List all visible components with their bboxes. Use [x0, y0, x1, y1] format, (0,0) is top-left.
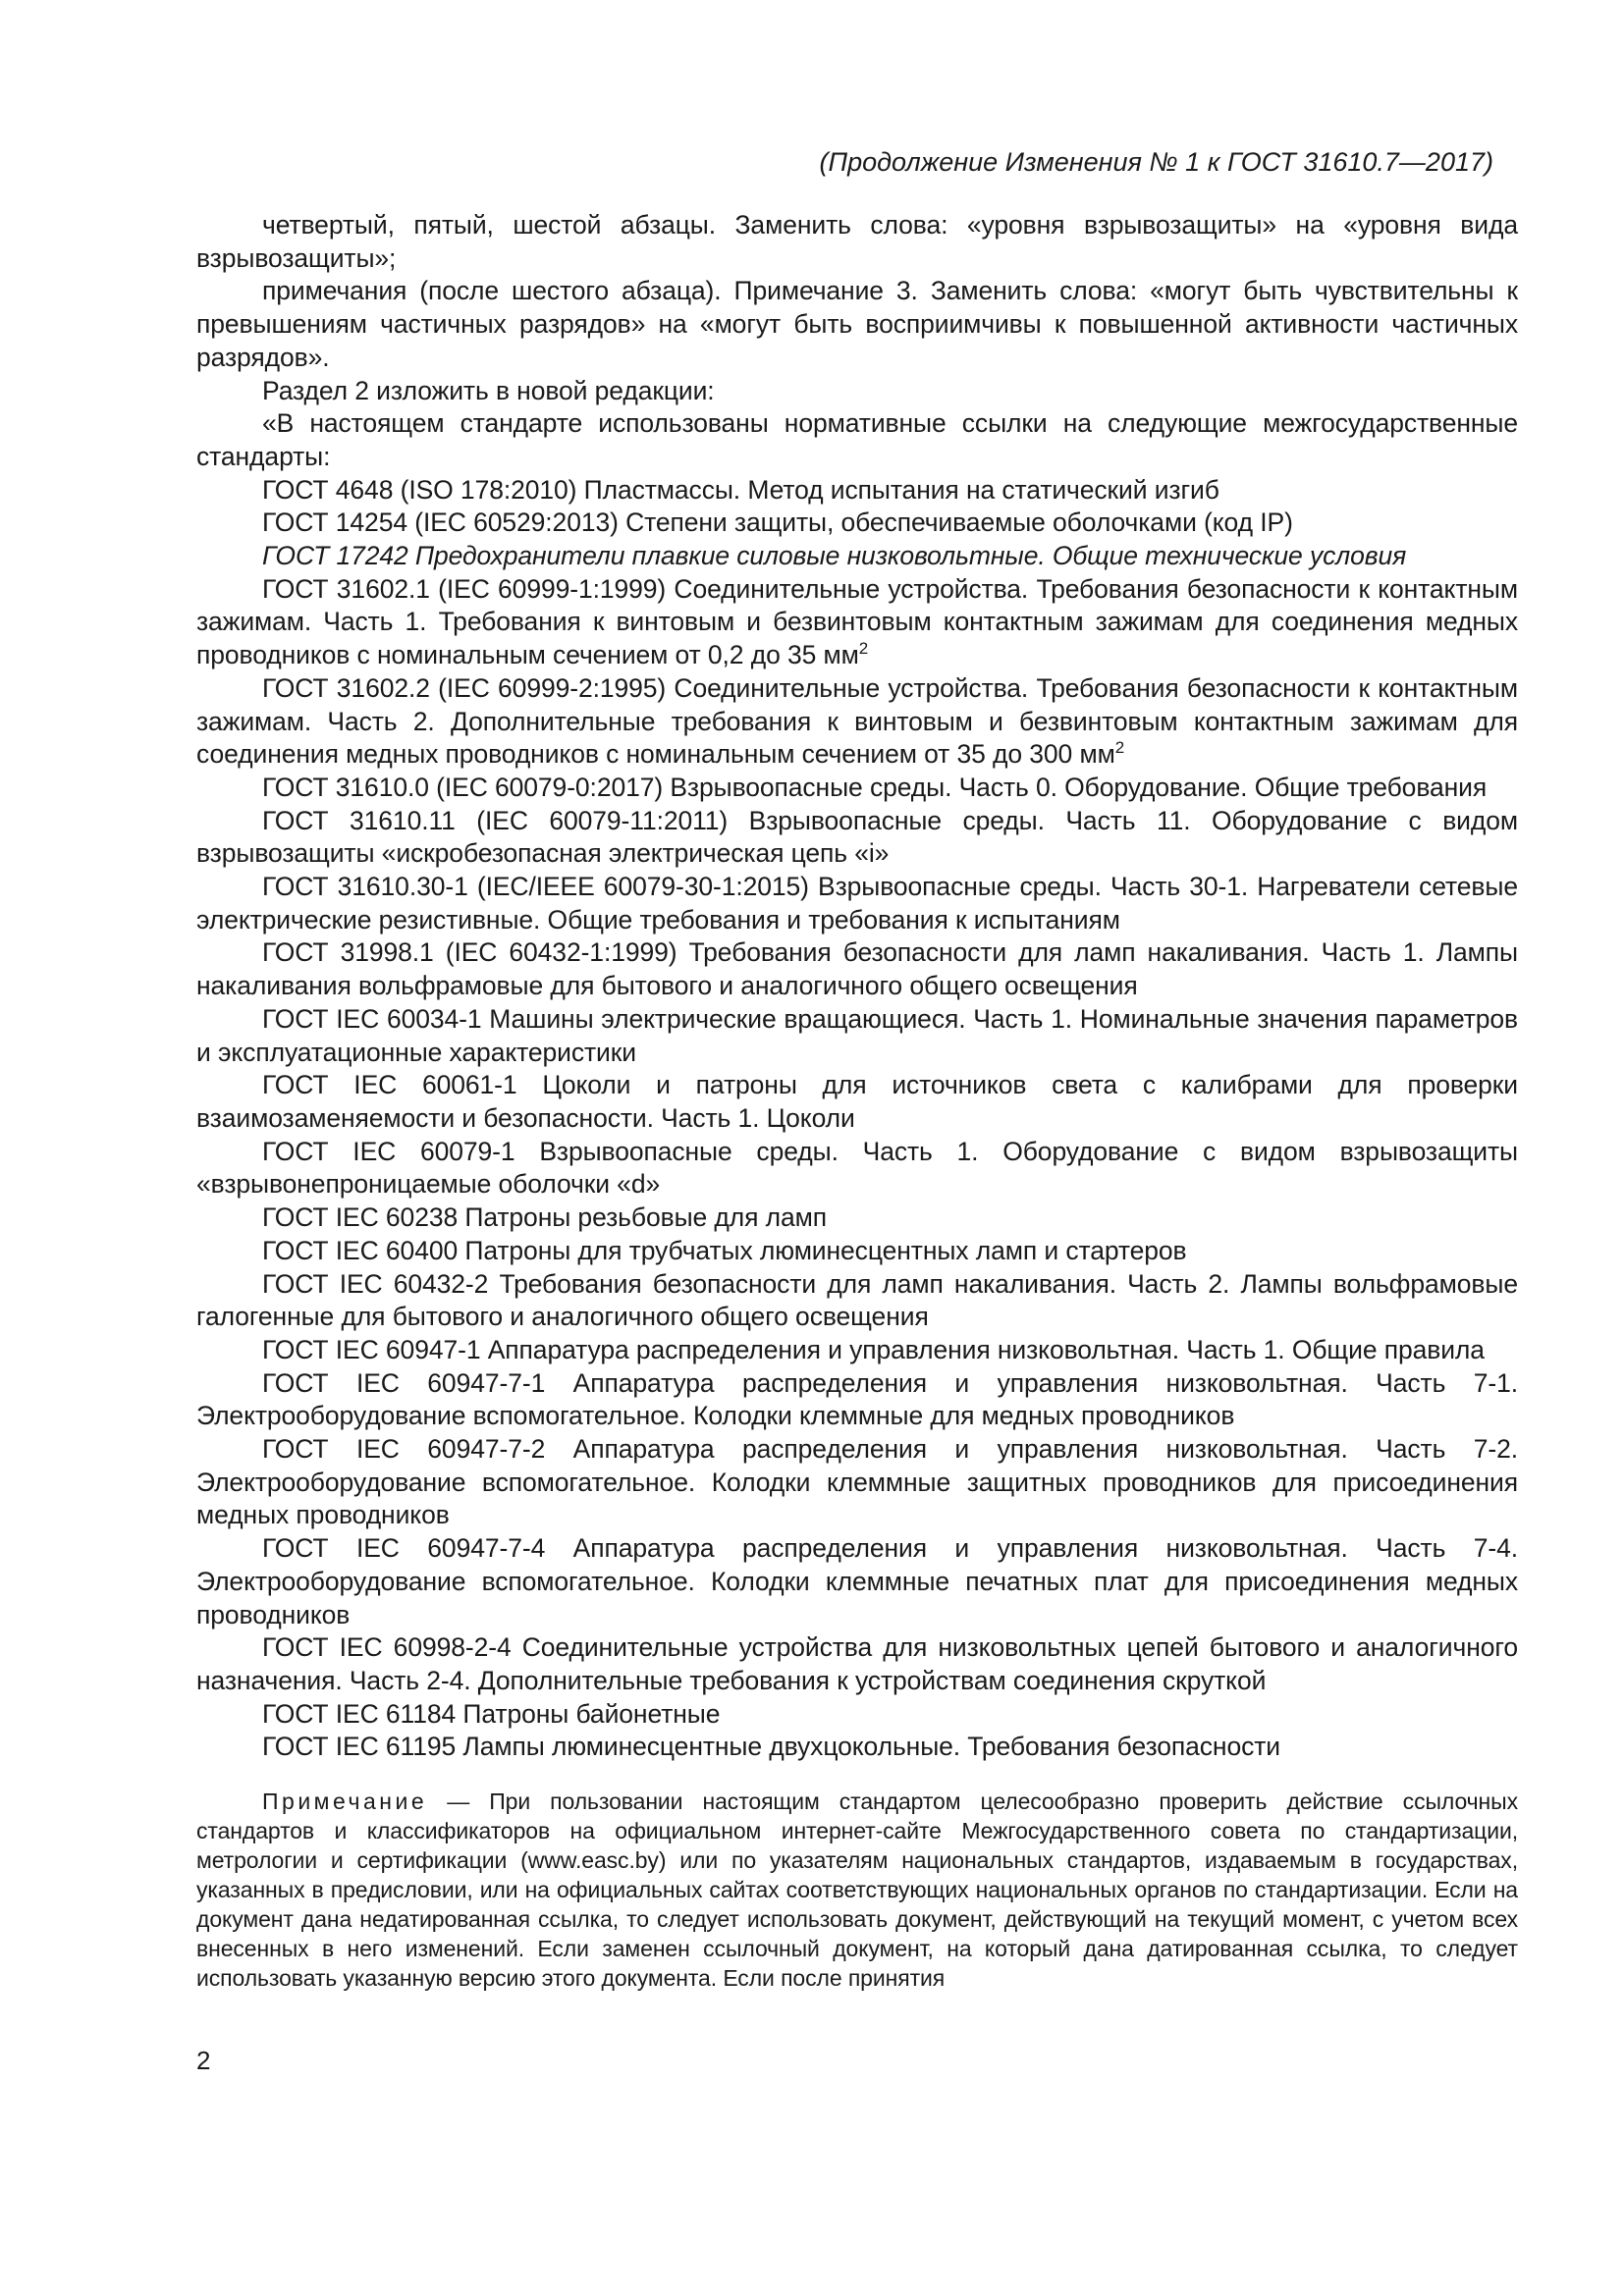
reference-item: ГОСТ IEC 60034-1 Машины электрические вращающиеся. Часть 1. Номинальные значения параметров и эксплуатационные характеристики: [196, 1003, 1518, 1067]
reference-item: ГОСТ IEC 60079-1 Взрывоопасные среды. Часть 1. Оборудование с видом взрывозащиты «взрывонепроницаемые оболочки «d»: [196, 1136, 1518, 1200]
reference-item: ГОСТ IEC 60061-1 Цоколи и патроны для источников света с калибрами для проверки взаимозаменяемости и безопасности. Часть 1. Цоколи: [196, 1070, 1518, 1133]
reference-item: ГОСТ 31610.0 (IEC 60079-0:2017) Взрывоопасные среды. Часть 0. Оборудование. Общие требования: [262, 772, 1488, 802]
reference-item: ГОСТ IEC 61184 Патроны байонетные: [262, 1698, 721, 1729]
reference-item: ГОСТ IEC 60400 Патроны для трубчатых люминесцентных ламп и стартеров: [262, 1235, 1187, 1265]
note-text: — При пользовании настоящим стандартом целесообразно проверить действие ссылочных стандартов и классификаторов на официальном интернет-сайте Межгосударственного совета по стандартизации, метрологии и сертификации (www.easc.by) или по указателям национальных стандартов, издаваемым в государствах, указанных в предисловии, или на официальных сайтах соответствующих национальных органов по стандартизации. Если на документ дана недатированная ссылка, то следует использовать документ, действующий на текущий момент, с учетом всех внесенных в него изменений. Если заменен ссылочный документ, на который дана датированная ссылка, то следует использовать указанную версию этого документа. Если после принятия: [196, 1789, 1518, 1992]
superscript: 2: [1114, 738, 1125, 758]
paragraph: четвертый, пятый, шестой абзацы. Заменить слова: «уровня взрывозащиты» на «уровня вида взрывозащиты»;: [196, 210, 1518, 273]
note-block: [196, 1787, 1518, 1993]
reference-item: ГОСТ IEC 60947-7-1 Аппаратура распределения и управления низковольтная. Часть 7-1. Электрооборудование вспомогательное. Колодки клеммные для медных проводников: [196, 1367, 1518, 1431]
paragraph: Раздел 2 изложить в новой редакции:: [262, 375, 715, 405]
reference-item: ГОСТ IEC 60947-1 Аппаратура распределения и управления низковольтная. Часть 1. Общие правила: [262, 1334, 1485, 1364]
reference-item: ГОСТ IEC 60947-7-4 Аппаратура распределения и управления низковольтная. Часть 7-4. Электрооборудование вспомогательное. Колодки клеммные печатных плат для присоединения медных проводников: [196, 1533, 1518, 1629]
reference-item: ГОСТ 14254 (IEC 60529:2013) Степени защиты, обеспечиваемые оболочками (код IP): [262, 507, 1293, 538]
page-number: 2: [196, 2046, 211, 2075]
reference-item: ГОСТ IEC 60238 Патроны резьбовые для ламп: [262, 1202, 828, 1233]
reference-item: ГОСТ 31602.2 (IEC 60999-2:1995) Соединительные устройства. Требования безопасности к контактным зажимам. Часть 2. Дополнительные требования к винтовым и безвинтовым контактным зажимам для соединения медных проводников с номинальным сечением от 35 до 300 $мм^2$: [196, 672, 1518, 770]
reference-item: ГОСТ IEC 60432-2 Требования безопасности для ламп накаливания. Часть 2. Лампы вольфрамовые галогенные для бытового и аналогичного общего освещения: [196, 1268, 1518, 1332]
reference-item: ГОСТ IEC 61195 Лампы люминесцентные двухцокольные. Требования безопасности: [262, 1732, 1280, 1762]
reference-item: ГОСТ 31998.1 (IEC 60432-1:1999) Требования безопасности для ламп накаливания. Часть 1. Лампы накаливания вольфрамовые для бытового и аналогичного общего освещения: [196, 937, 1518, 1001]
superscript: 2: [858, 639, 869, 659]
reference-item: ГОСТ 31610.11 (IEC 60079-11:2011) Взрывоопасные среды. Часть 11. Оборудование с видом взрывозащиты «искробезопасная электрическая цепь «i»: [196, 805, 1518, 869]
reference-item-italic: ГОСТ 17242 Предохранители плавкие силовые низковольтные. Общие технические условия: [262, 541, 1407, 571]
paragraph: примечания (после шестого абзаца). Примечание 3. Заменить слова: «могут быть чувствительны к превышениям частичных разрядов» на «могут быть восприимчивы к повышенной активности частичных разрядов».: [196, 276, 1518, 372]
document-body: [196, 209, 1518, 1993]
paragraph: «В настоящем стандарте использованы нормативные ссылки на следующие межгосударственные стандарты:: [196, 408, 1518, 471]
reference-item: ГОСТ IEC 60947-7-2 Аппаратура распределения и управления низковольтная. Часть 7-2. Электрооборудование вспомогательное. Колодки клеммные защитных проводников для присоединения медных проводников: [196, 1434, 1518, 1530]
reference-item: ГОСТ 31602.1 (IEC 60999-1:1999) Соединительные устройства. Требования безопасности к контактным зажимам. Часть 1. Требования к винтовым и безвинтовым контактным зажимам для соединения медных проводников с номинальным сечением от 0,2 до 35 $мм^2$: [196, 573, 1518, 670]
reference-item: ГОСТ IEC 60998-2-4 Соединительные устройства для низковольтных цепей бытового и аналогичного назначения. Часть 2-4. Дополнительные требования к устройствам соединения скруткой: [196, 1632, 1518, 1695]
reference-item: ГОСТ 4648 (ISO 178:2010) Пластмассы. Метод испытания на статический изгиб: [262, 474, 1219, 505]
reference-item: ГОСТ 31610.30-1 (IEC/IEEE 60079-30-1:2015) Взрывоопасные среды. Часть 30-1. Нагреватели сетевые электрические резистивные. Общие требования и требования к испытаниям: [196, 872, 1518, 934]
note-label: Примечание: [262, 1789, 428, 1815]
page-header: (Продолжение Изменения № 1 к ГОСТ 31610.7—2017): [819, 147, 1493, 177]
